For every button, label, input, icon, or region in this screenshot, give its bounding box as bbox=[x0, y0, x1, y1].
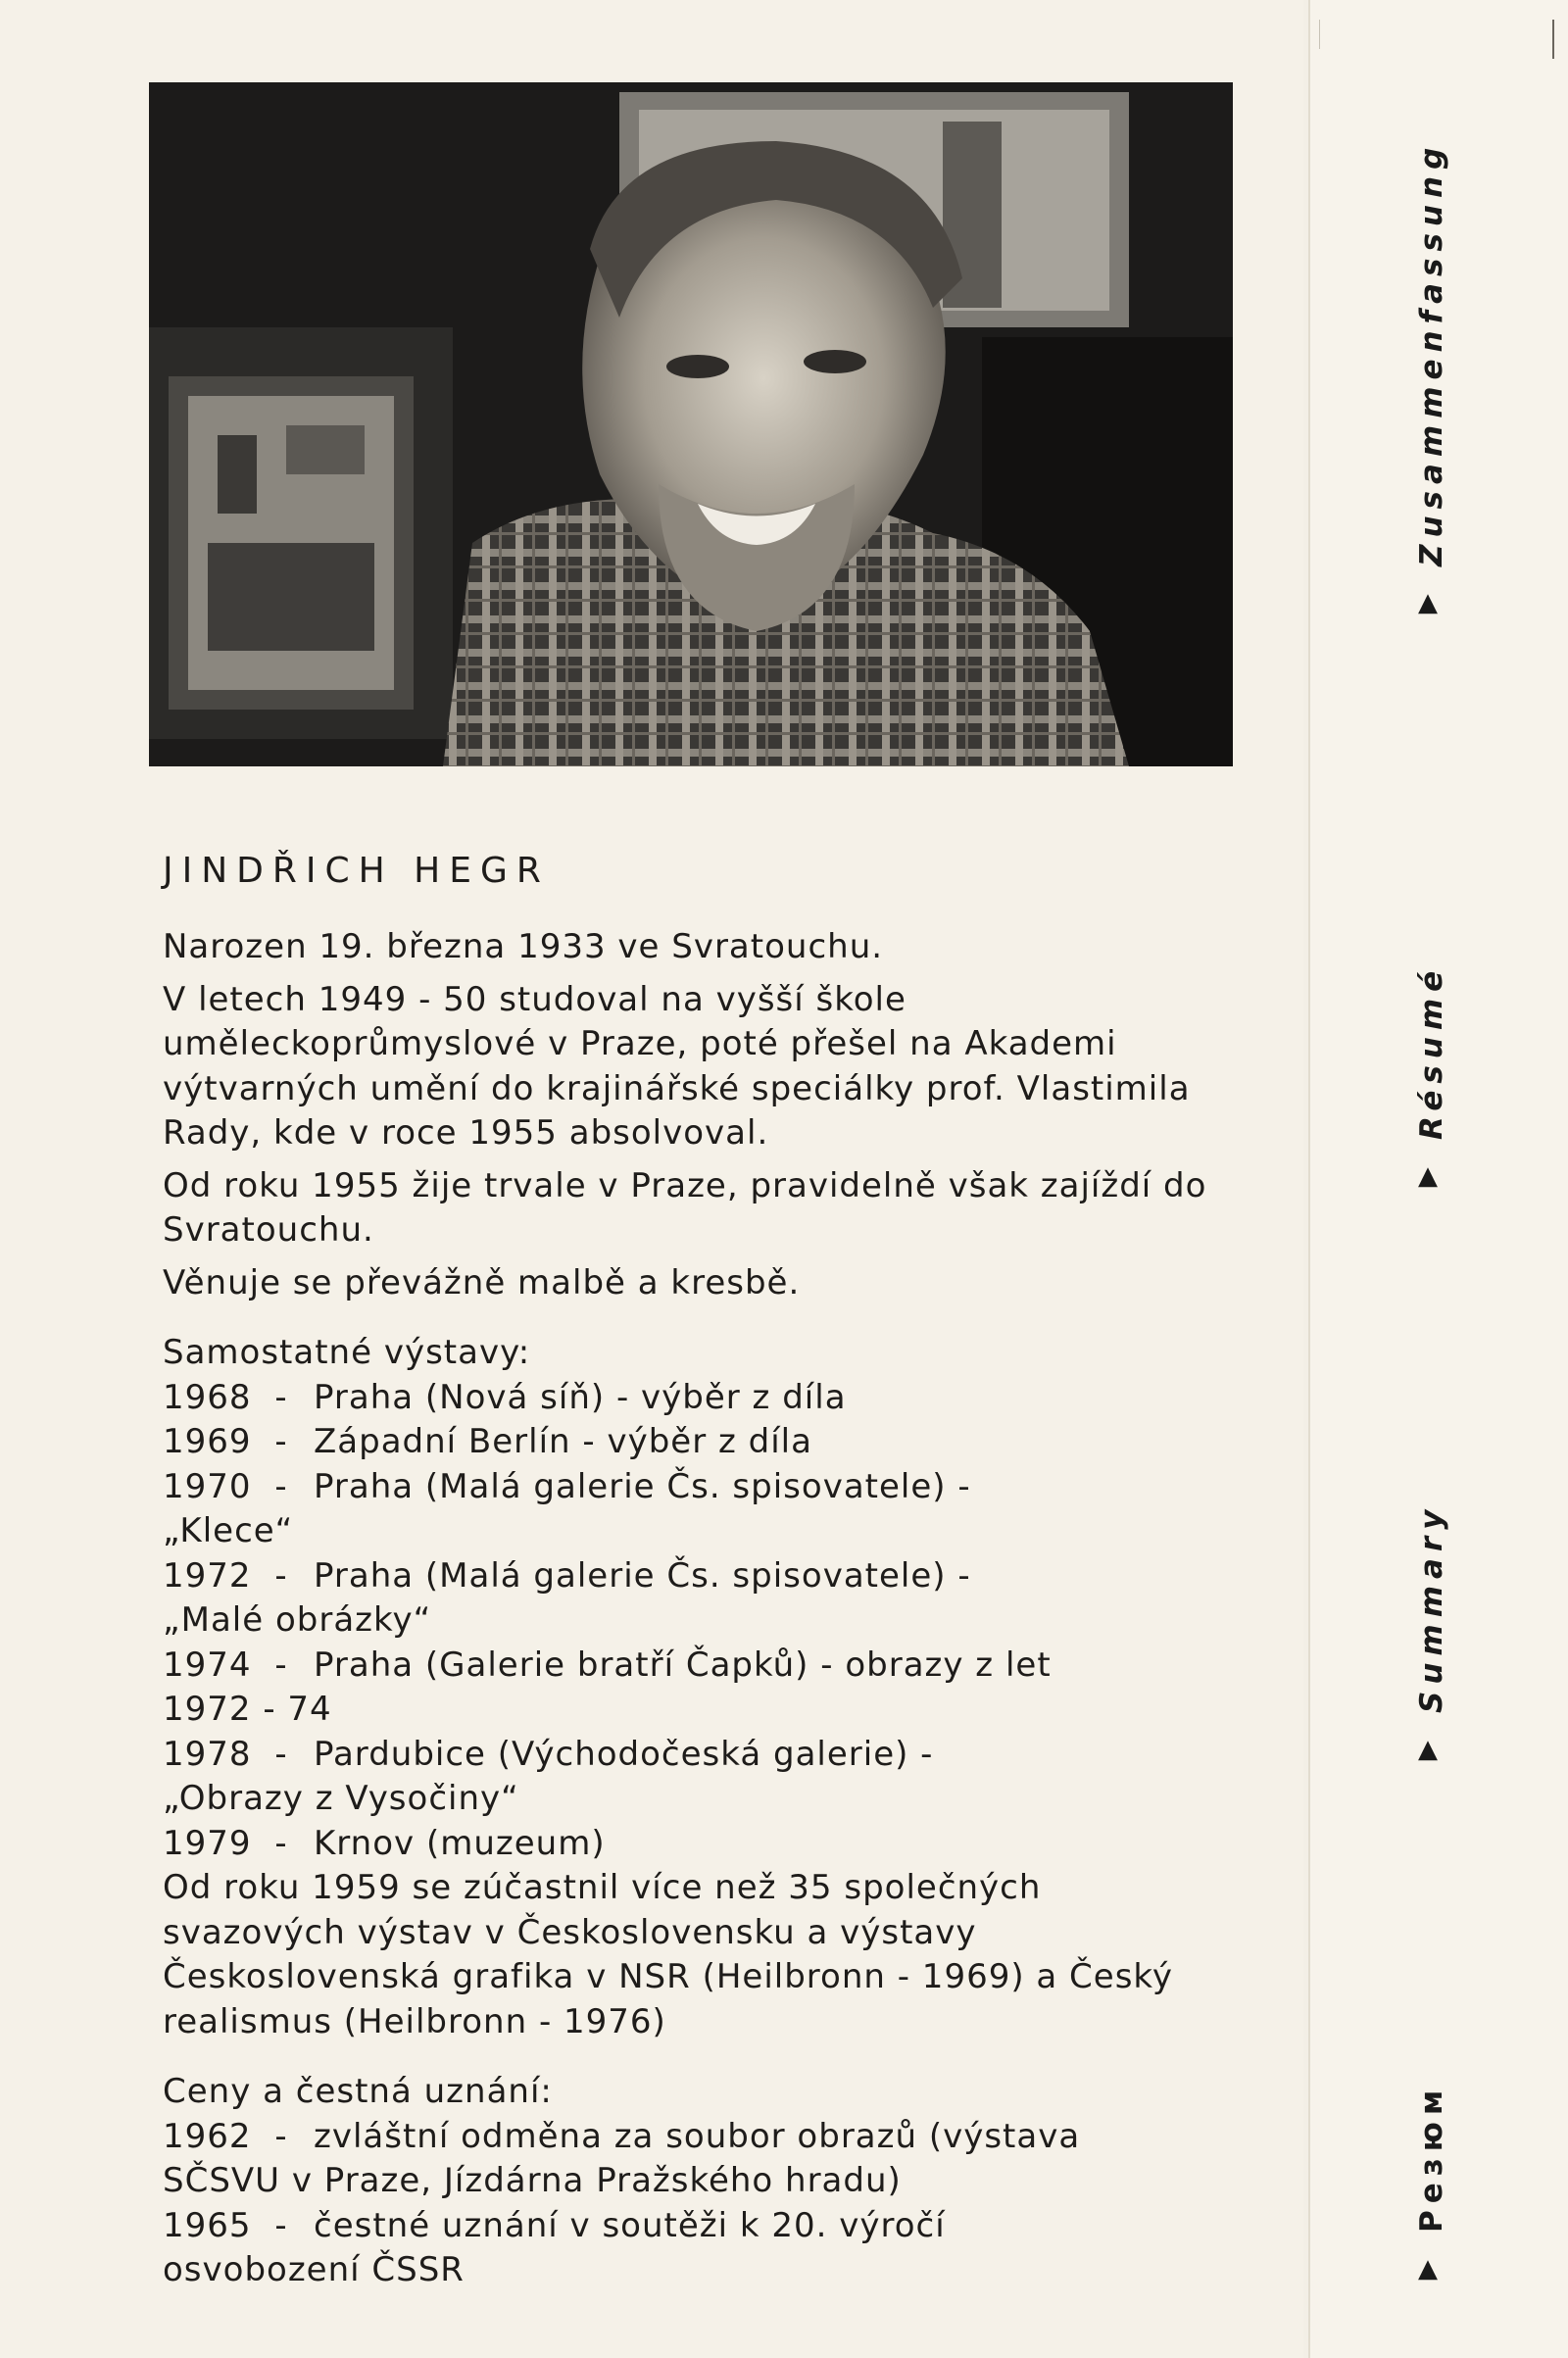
triangle-up-icon: ▲ bbox=[1418, 2254, 1446, 2284]
list-item: 1972 - Praha (Malá galerie Čs. spisovatele) - bbox=[163, 1555, 971, 1596]
list-item: 1962 - zvláštní odměna za soubor obrazů (výstava bbox=[163, 2116, 1081, 2156]
bio-paragraph: V letech 1949 - 50 studoval na vyšší škole uměleckoprůmyslové v Praze, poté přešel na Akademi výtvarných umění do krajinářské speciálky prof. Vlastimila Rady, kde v roce 1955 absolvoval. bbox=[163, 979, 1191, 1153]
list-item-continuation: SČSVU v Praze, Jízdárna Pražského hradu) bbox=[163, 2161, 902, 2200]
tab-summary[interactable] bbox=[1414, 1480, 1449, 1764]
bio-paragraph: Věnuje se převážně malbě a kresbě. bbox=[163, 1262, 801, 1302]
tab-zusammenfassung[interactable] bbox=[1414, 69, 1449, 617]
list-item: 1965 - čestné uznání v soutěži k 20. výročí bbox=[163, 2205, 946, 2245]
bio-paragraph: Narozen 19. března 1933 ve Svratouchu. bbox=[163, 927, 884, 966]
tab-label: Pезюм bbox=[1414, 2083, 1449, 2233]
tab-label: Summary bbox=[1414, 1502, 1449, 1713]
edge-mark bbox=[1552, 20, 1554, 59]
list-item: 1969 - Západní Berlín - výběr z díla bbox=[163, 1422, 812, 1461]
list-item-continuation: osvobození ČSSR bbox=[163, 2250, 465, 2289]
list-item: 1970 - Praha (Malá galerie Čs. spisovatele) - bbox=[163, 1466, 971, 1506]
list-item-continuation: 1972 - 74 bbox=[163, 1690, 332, 1729]
list-item: 1978 - Pardubice (Východočeská galerie) - bbox=[163, 1734, 934, 1774]
tab-resume[interactable] bbox=[1414, 931, 1449, 1191]
awards-heading: Ceny a čestná uznání: bbox=[163, 2072, 553, 2111]
list-item: 1968 - Praha (Nová síň) - výběr z díla bbox=[163, 1377, 847, 1417]
list-item: 1979 - Krnov (muzeum) bbox=[163, 1823, 606, 1863]
list-item-continuation: „Klece“ bbox=[163, 1511, 294, 1550]
tab-label: Zusammenfassung bbox=[1414, 140, 1449, 566]
exhibitions-section bbox=[163, 1331, 1221, 2044]
biography bbox=[163, 925, 1221, 2293]
list-item: 1974 - Praha (Galerie bratří Čapků) - obrazy z let bbox=[163, 1645, 1052, 1685]
triangle-up-icon: ▲ bbox=[1418, 1161, 1446, 1191]
tab-rezyum[interactable] bbox=[1414, 2083, 1449, 2284]
bio-paragraph: Od roku 1955 žije trvale v Praze, pravidelně však zajíždí do Svratouchu. bbox=[163, 1165, 1207, 1250]
triangle-up-icon: ▲ bbox=[1418, 1735, 1446, 1764]
fold-mark bbox=[1319, 20, 1320, 49]
awards-section bbox=[163, 2070, 1221, 2293]
exhibitions-heading: Samostatné výstavy: bbox=[163, 1333, 531, 1372]
group-exhibitions-note: Od roku 1959 se zúčastnil více než 35 společných svazových výstav v Československu a výstavy Československá grafika v NSR (Heilbronn - 1969) a Český realismus (Heilbronn - 1976) bbox=[163, 1868, 1174, 2041]
artist-name: JINDŘICH HEGR bbox=[163, 851, 550, 891]
portrait-photo-icon bbox=[149, 82, 1233, 766]
portrait-photo bbox=[149, 82, 1233, 766]
list-item-continuation: „Malé obrázky“ bbox=[163, 1600, 432, 1640]
list-item-continuation: „Obrazy z Vysočiny“ bbox=[163, 1779, 519, 1818]
tab-label: Résumé bbox=[1414, 963, 1449, 1140]
triangle-up-icon: ▲ bbox=[1418, 588, 1446, 617]
